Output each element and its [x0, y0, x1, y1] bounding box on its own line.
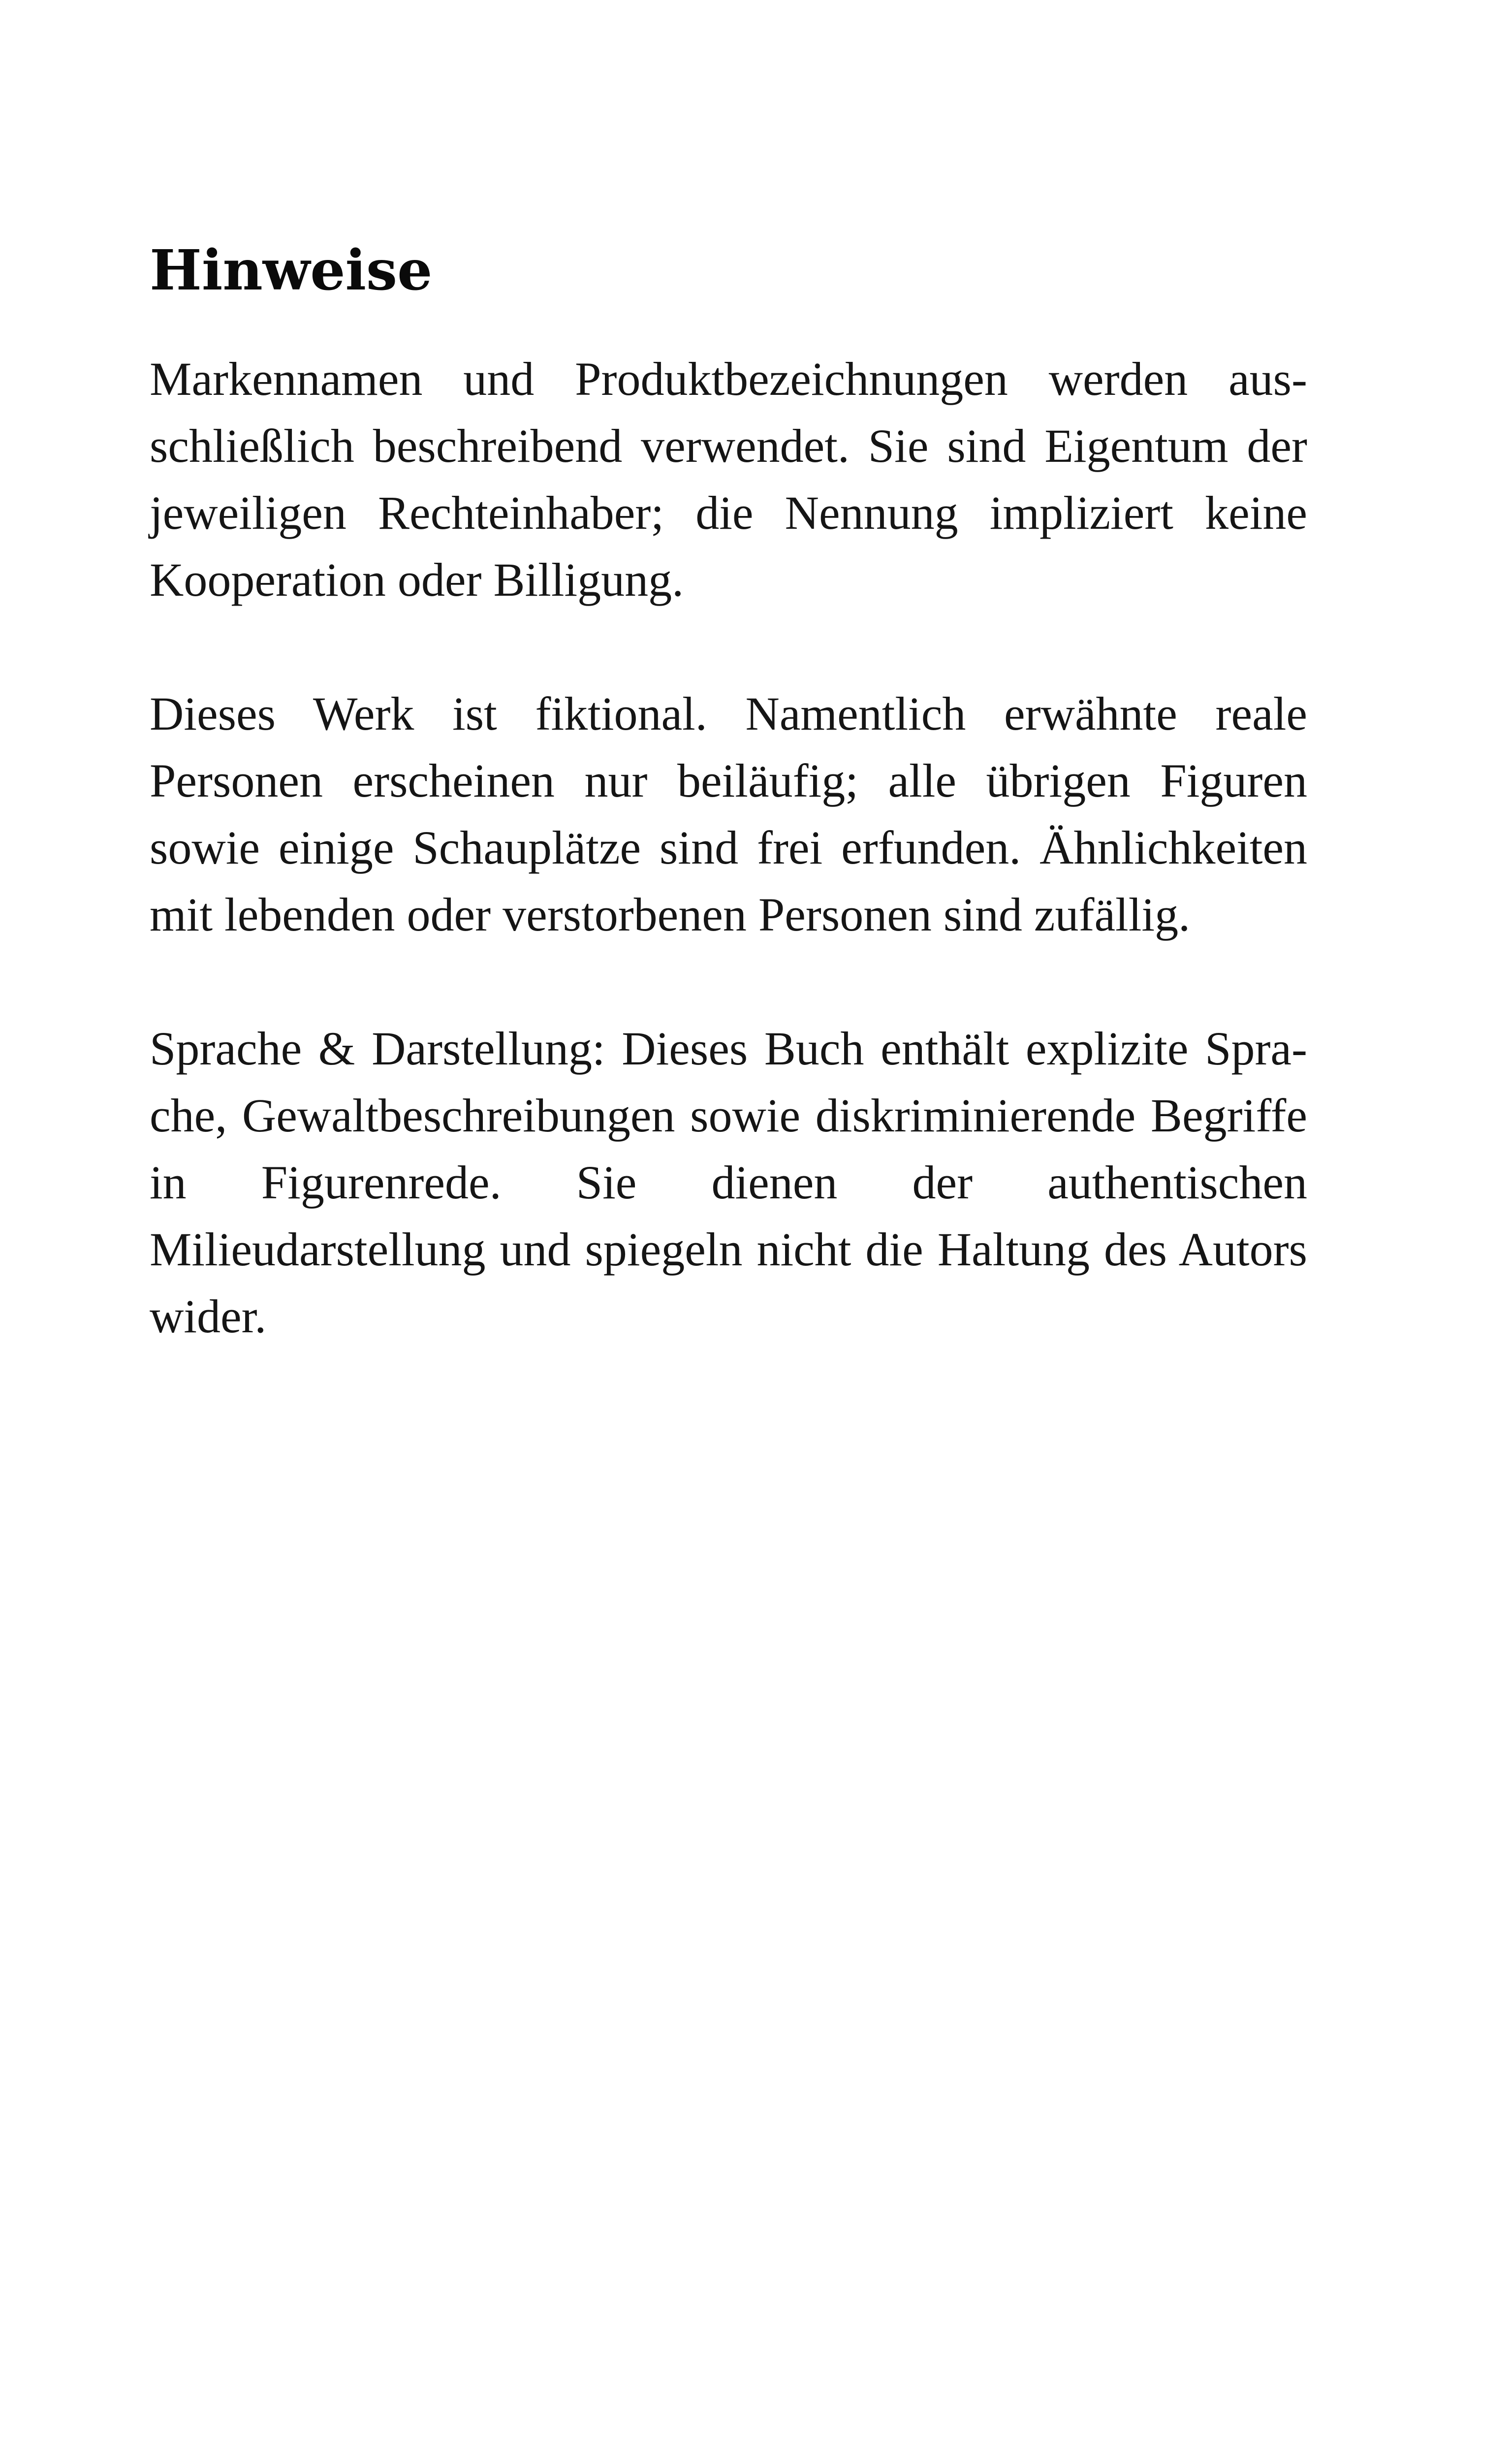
paragraph-fiction-disclaimer: Dieses Werk ist fiktional. Namentlich erwähnte reale Personen erscheinen nur beiläufig; alle übrigen Figuren sowie einige Schauplätze sind frei erfunden. Ähnlichkeiten mit lebenden oder verstorbenen Personen sind zufällig.: [150, 687, 1307, 941]
paragraph-trademarks: Markennamen und Produktbezeichnungen werden ausschließlich beschreibend verwendet. Sie sind Eigentum der jeweiligen Rechteinhaber; die Nennung impliziert keine Kooperation oder Billigung.: [150, 353, 1307, 606]
paragraph-content-warning: Sprache & Darstellung: Dieses Buch enthält explizite Sprache, Gewaltbeschreibungen sowie diskriminierende Begriffe in Figurenrede. Sie dienen der authentischen Milieudarstellung und spiegeln nicht die Haltung des Autors wider.: [150, 1022, 1307, 1343]
page-content: [150, 236, 1307, 1350]
page-title: Hinweise: [150, 238, 433, 303]
